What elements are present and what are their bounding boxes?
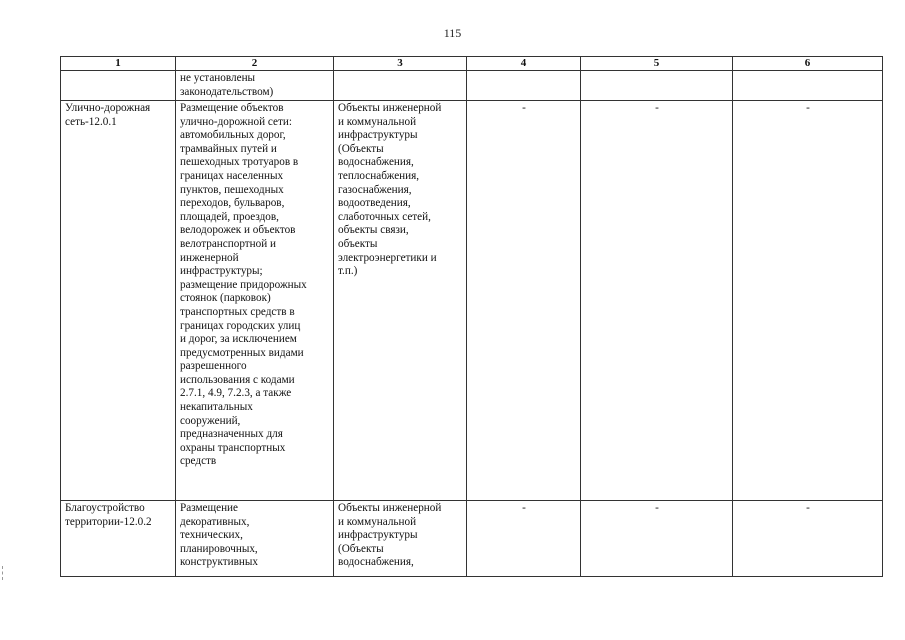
- scan-edge-mark: [2, 566, 6, 580]
- cell-col-6: -: [733, 501, 883, 577]
- land-use-table: [60, 56, 883, 577]
- table-row: [61, 501, 883, 577]
- cell-aux-uses: [334, 71, 467, 101]
- cell-aux-uses: Объекты инженерной и коммунальной инфраструктуры (Объекты водоснабжения, теплоснабжения, газоснабжения, водоотведения, слаботочных сетей, объекты связи, объекты электроэнергетики и т.п.): [334, 101, 467, 501]
- header-col-2: 2: [176, 57, 334, 71]
- table-header-row: [61, 57, 883, 71]
- cell-description: Размещение декоративных, технических, планировочных, конструктивных: [176, 501, 334, 577]
- cell-col-5: [581, 71, 733, 101]
- cell-col-4: [467, 71, 581, 101]
- header-col-5: 5: [581, 57, 733, 71]
- cell-use-name: Улично-дорожная сеть-12.0.1: [61, 101, 176, 501]
- page-number: 115: [443, 26, 462, 40]
- header-col-3: 3: [334, 57, 467, 71]
- table-row: [61, 71, 883, 101]
- header-col-4: 4: [467, 57, 581, 71]
- cell-col-5: -: [581, 101, 733, 501]
- cell-col-6: [733, 71, 883, 101]
- cell-description: Размещение объектов улично-дорожной сети: автомобильных дорог, трамвайных путей и пешеходных тротуаров в границах населенных пунктов, пешеходных переходов, бульваров, площадей, проездов, велодорожек и объектов велотранспортной и инженерной инфраструктуры; размещение придорожных стоянок (парковок) транспортных средств в границах городских улиц и дорог, за исключением предусмотренных видами разрешенного использования с кодами 2.7.1, 4.9, 7.2.3, а также некапитальных сооружений, предназначенных для охраны транспортных средств: [176, 101, 334, 501]
- table-row: [61, 101, 883, 501]
- cell-aux-uses: Объекты инженерной и коммунальной инфраструктуры (Объекты водоснабжения,: [334, 501, 467, 577]
- cell-use-name: Благоустройство территории-12.0.2: [61, 501, 176, 577]
- cell-description: не установлены законодательством): [176, 71, 334, 101]
- cell-col-4: -: [467, 501, 581, 577]
- cell-use-name: [61, 71, 176, 101]
- cell-col-5: -: [581, 501, 733, 577]
- cell-col-6: -: [733, 101, 883, 501]
- header-col-1: 1: [61, 57, 176, 71]
- header-col-6: 6: [733, 57, 883, 71]
- cell-col-4: -: [467, 101, 581, 501]
